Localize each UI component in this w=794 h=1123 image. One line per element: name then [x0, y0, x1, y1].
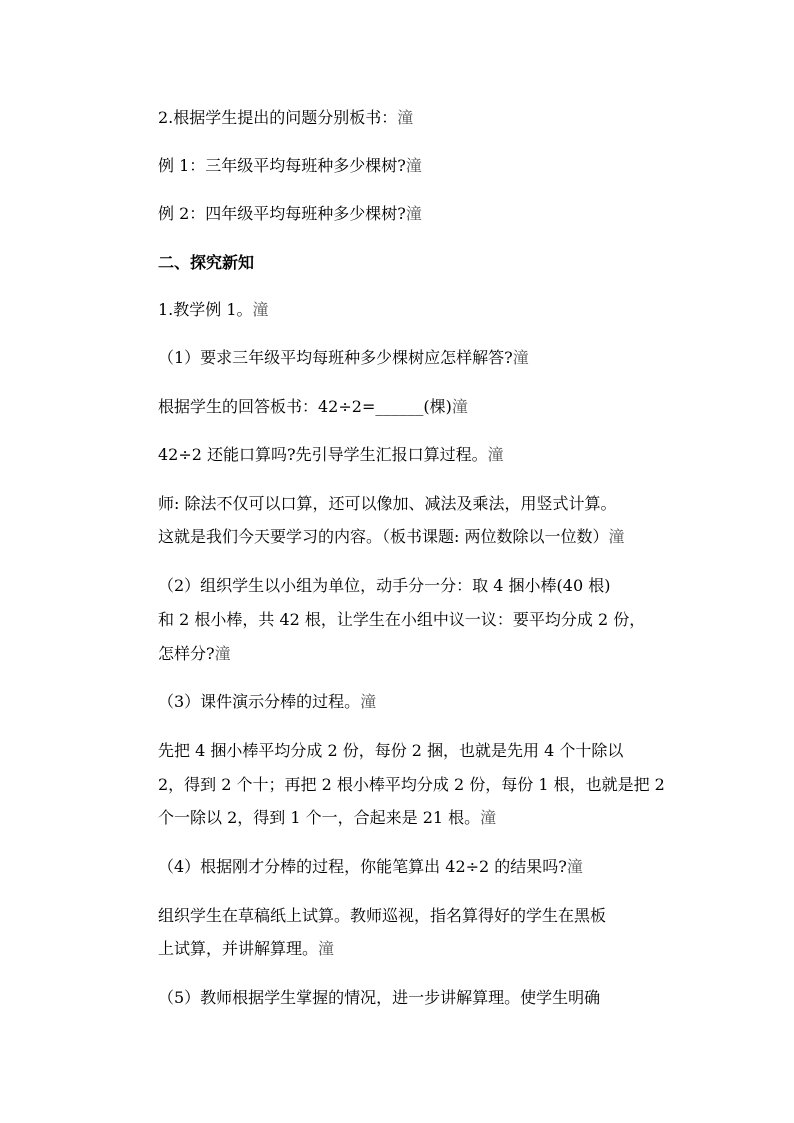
doc-mark: 潼: [214, 644, 231, 663]
doc-mark: 潼: [480, 808, 497, 827]
doc-mark: 潼: [360, 692, 377, 711]
doc-line-13: 怎样分?潼: [158, 644, 231, 663]
doc-line-8: 42÷2 还能口算吗?先引导学生汇报口算过程。潼: [158, 445, 504, 464]
doc-line-6: （1）要求三年级平均每班种多少棵树应怎样解答?潼: [158, 348, 529, 367]
section-heading: 二、探究新知: [158, 253, 255, 272]
doc-line-19: 组织学生在草稿纸上试算。教师巡视，指名算得好的学生在黑板: [158, 906, 607, 925]
doc-mark: 潼: [608, 527, 625, 546]
doc-line-17: 个一除以 2，得到 1 个一，合起来是 21 根。潼: [158, 808, 497, 827]
doc-line-10: 这就是我们今天要学习的内容。（板书课题: 两位数除以一位数）潼: [158, 527, 625, 546]
doc-line-15: 先把 4 捆小棒平均分成 2 份，每份 2 捆，也就是先用 4 个十除以: [158, 741, 624, 760]
doc-line-5: 1.教学例 1。潼: [158, 300, 269, 319]
doc-line-9: 师: 除法不仅可以口算，还可以像加、减法及乘法，用竖式计算。: [158, 494, 617, 513]
doc-mark: 潼: [487, 445, 504, 464]
doc-mark: 潼: [405, 156, 422, 175]
doc-mark: 潼: [512, 348, 529, 367]
doc-mark: 潼: [397, 108, 414, 127]
doc-line-11: （2）组织学生以小组为单位，动手分一分：取 4 捆小棒(40 根): [158, 576, 611, 595]
doc-line-20: 上试算，并讲解算理。潼: [158, 939, 335, 958]
doc-mark: 潼: [451, 397, 468, 416]
doc-mark: 潼: [252, 300, 269, 319]
doc-line-16: 2，得到 2 个十；再把 2 根小棒平均分成 2 份，每份 1 根，也就是把 2: [158, 775, 665, 794]
doc-line-12: 和 2 根小棒，共 42 根，让学生在小组中议一议：要平均分成 2 份，: [158, 610, 646, 629]
doc-mark: 潼: [566, 857, 583, 876]
doc-line-3: 例 2：四年级平均每班种多少棵树?潼: [158, 204, 422, 223]
doc-line-7: 根据学生的回答板书：42÷2=______(棵)潼: [158, 397, 468, 416]
doc-mark: 潼: [318, 939, 335, 958]
doc-line-18: （4）根据刚才分棒的过程，你能笔算出 42÷2 的结果吗?潼: [158, 857, 583, 876]
doc-line-1: 2.根据学生提出的问题分别板书：潼: [158, 108, 414, 127]
doc-line-21: （5）教师根据学生掌握的情况，进一步讲解算理。使学生明确: [158, 988, 601, 1007]
doc-line-2: 例 1：三年级平均每班种多少棵树?潼: [158, 156, 422, 175]
doc-mark: 潼: [405, 204, 422, 223]
doc-line-14: （3）课件演示分棒的过程。潼: [158, 692, 377, 711]
